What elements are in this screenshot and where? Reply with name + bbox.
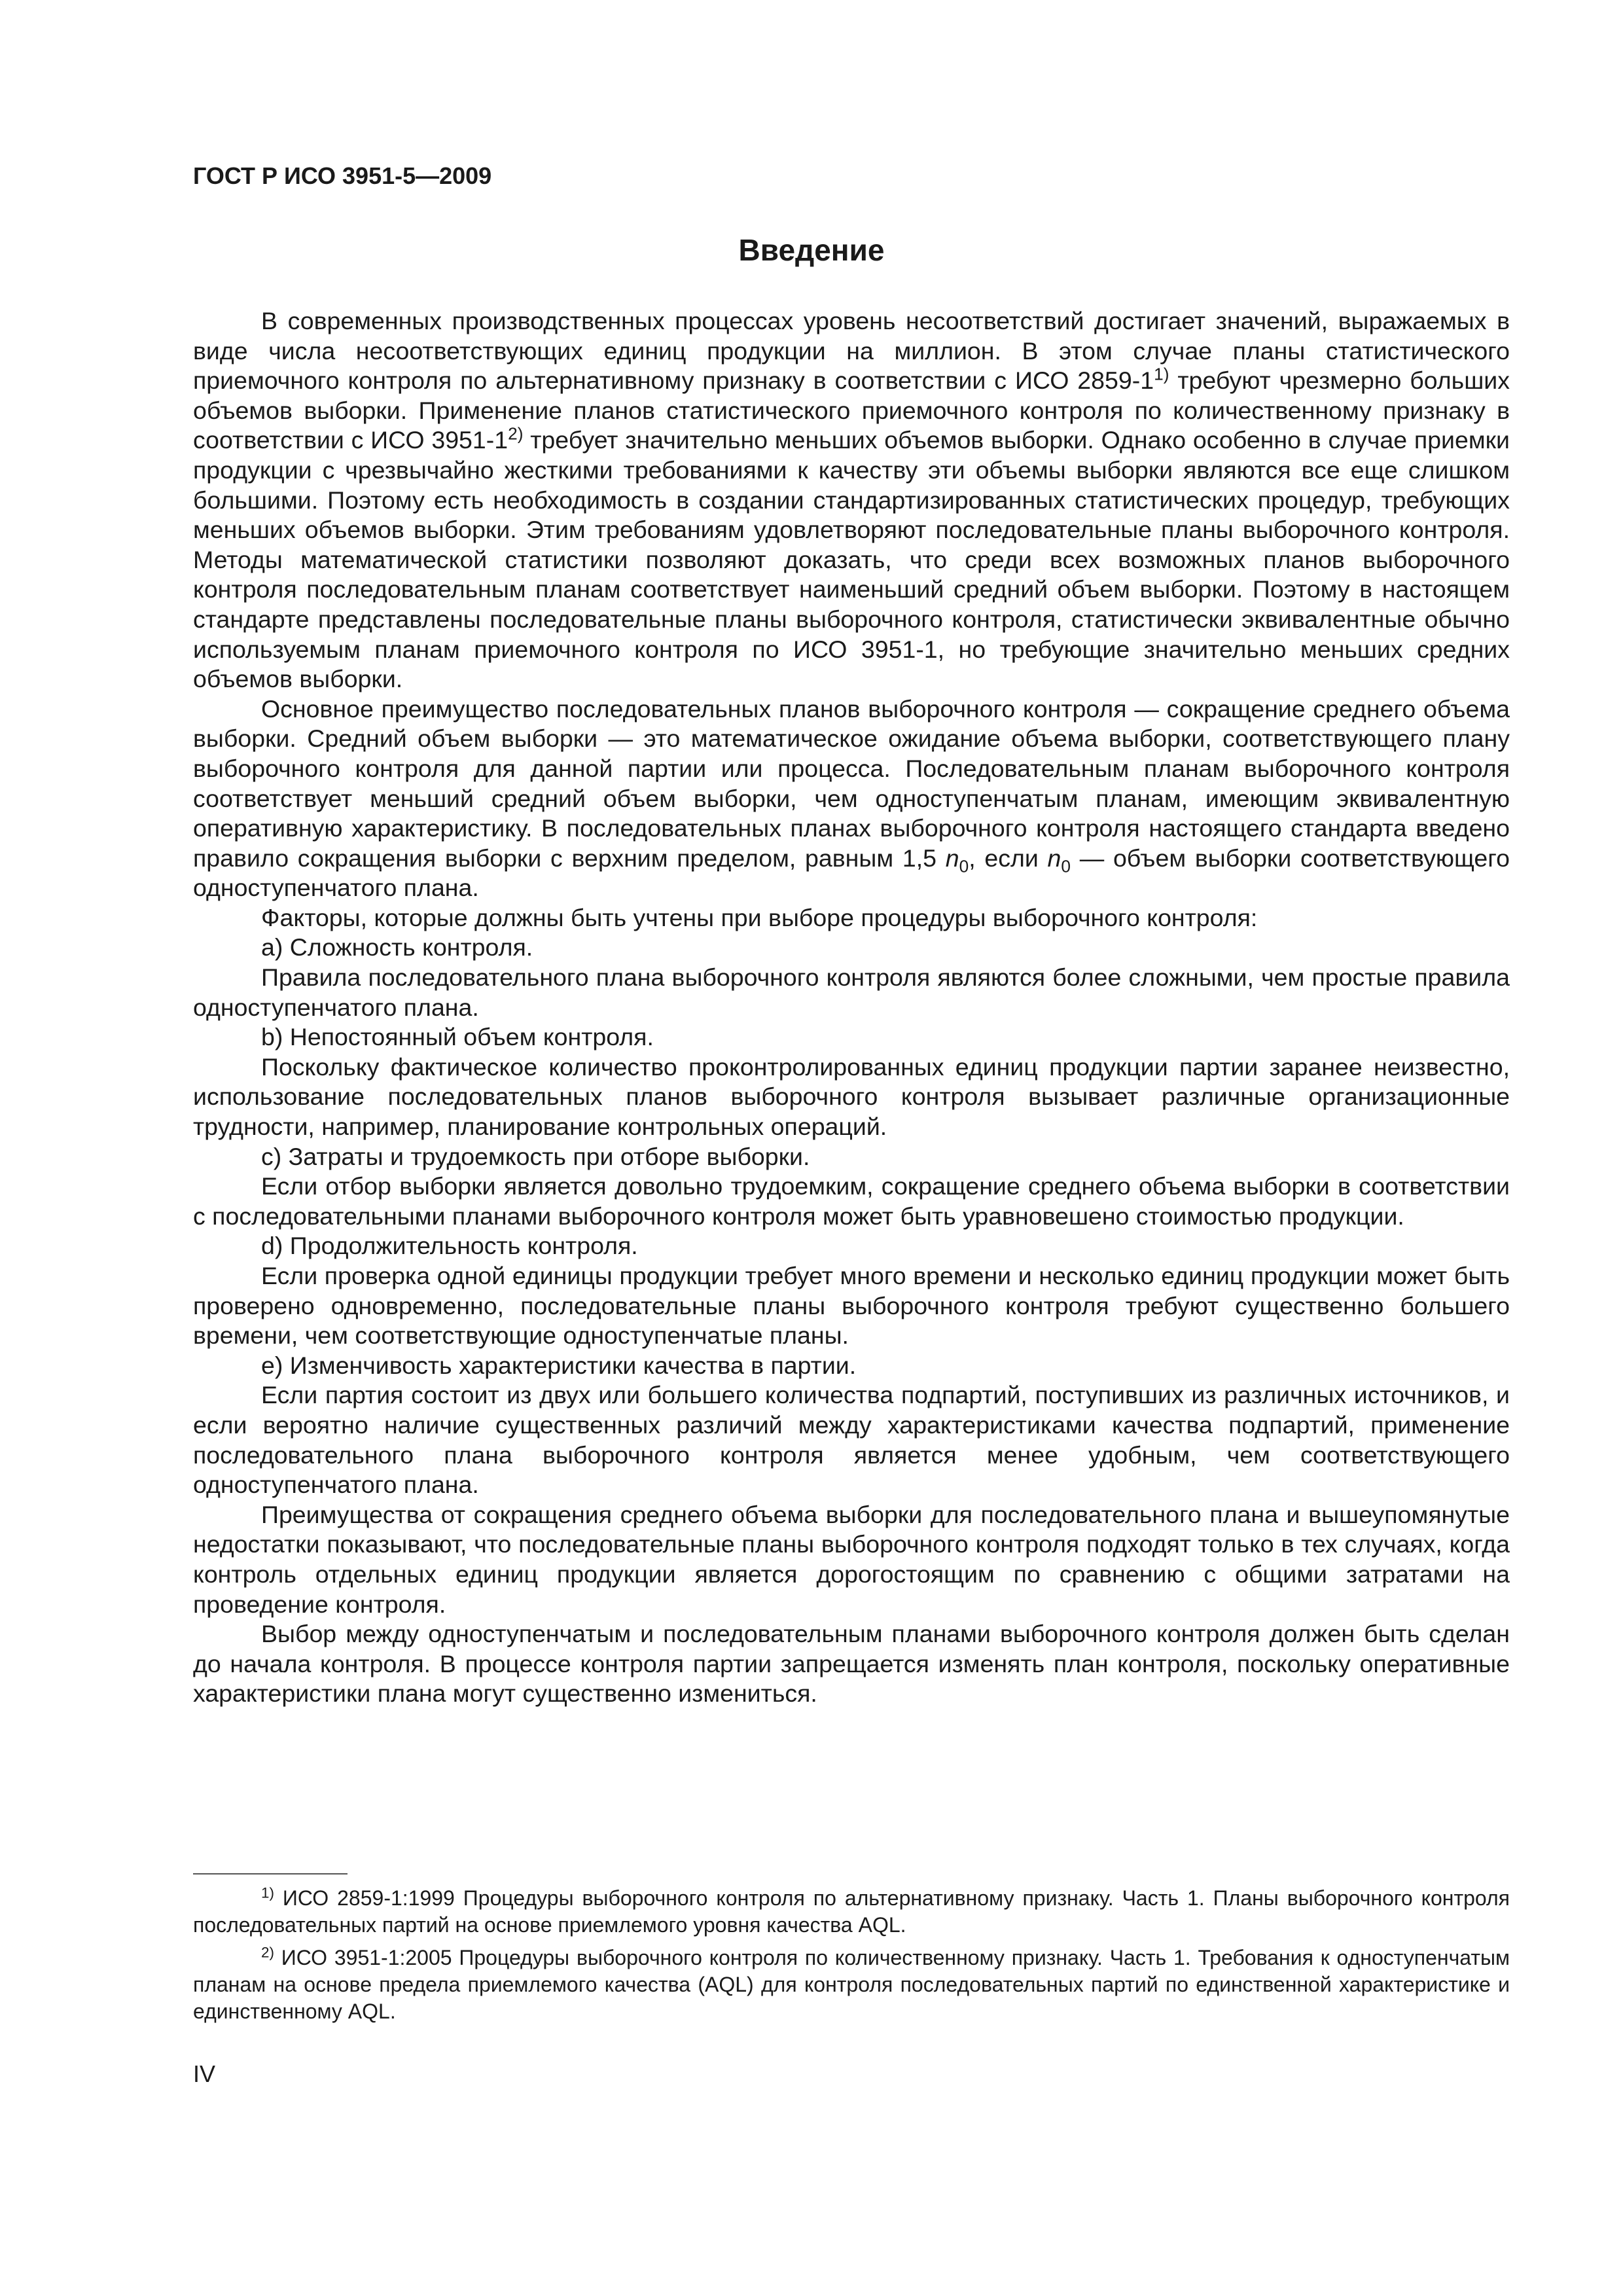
standard-designation: ГОСТ Р ИСО 3951-5—2009 <box>193 162 492 189</box>
factor-b-heading: b) Непостоянный объем контроля. <box>261 1023 654 1051</box>
footnote-ref-2[interactable]: 2) <box>508 423 524 444</box>
footnote-divider <box>193 1873 348 1874</box>
factor-d-heading: d) Продолжительность контроля. <box>261 1232 638 1260</box>
body-text <box>193 306 1510 1709</box>
text-run: , если <box>969 844 1048 872</box>
footnote-2 <box>193 1945 1510 2025</box>
paragraph-factors: Факторы, которые должны быть учтены при выборе процедуры выборочного контроля: <box>261 903 1258 931</box>
factor-a-heading: a) Сложность контроля. <box>261 933 533 961</box>
factor-e-heading: e) Изменчивость характеристики качества в партии. <box>261 1351 857 1379</box>
symbol-subscript: 0 <box>959 856 969 876</box>
paragraph-conclusion: Преимущества от сокращения среднего объема выборки для последовательного плана и вышеупомянутые недостатки показывают, что последовательные планы выборочного контроля подходят только в тех случаях, когда контроль отдельных единиц продукции является дорогостоящим по сравнению с общими затратами на проведение контроля. <box>193 1500 1510 1618</box>
factor-a-text: Правила последовательного плана выборочного контроля являются более сложными, чем простые правила одноступенчатого плана. <box>193 963 1510 1021</box>
factor-c-text: Если отбор выборки является довольно трудоемким, сокращение среднего объема выборки в соответствии с последовательными планами выборочного контроля может быть уравновешено стоимостью продукции. <box>193 1172 1510 1230</box>
factor-e-text: Если партия состоит из двух или большего количества подпартий, поступивших из различных источников, и если вероятно наличие существенных различий между характеристиками качества подпартий, применение последовательного плана выборочного контроля является менее удобным, чем соответствующего одноступенчатого плана. <box>193 1381 1510 1499</box>
factor-d-text: Если проверка одной единицы продукции требует много времени и несколько единиц продукции может быть проверено одновременно, последовательные планы выборочного контроля требуют существенно большего времени, чем соответствующие одноступенчатые планы. <box>193 1262 1510 1350</box>
symbol-n: n <box>1047 844 1061 872</box>
footnote-text: ИСО 3951-1:2005 Процедуры выборочного контроля по количественному признаку. Часть 1. Требования к одноступенчатым планам на основе предела приемлемого качества (AQL) для контроля последовательных партий по единственной характеристике и единственному AQL. <box>193 1946 1510 2023</box>
paragraph-advantage <box>193 694 1510 903</box>
factor-c-heading: c) Затраты и трудоемкость при отборе выборки. <box>261 1142 810 1170</box>
paragraph-intro <box>193 306 1510 694</box>
footnote-mark: 1) <box>261 1884 274 1901</box>
footnote-1 <box>193 1885 1510 1939</box>
section-title: Введение <box>738 233 885 267</box>
paragraph-choice: Выбор между одноступенчатым и последовательным планами выборочного контроля должен быть сделан до начала контроля. В процессе контроля партии запрещается изменять план контроля, поскольку оперативные характеристики плана могут существенно измениться. <box>193 1620 1510 1708</box>
text-run: В современных производственных процессах уровень несоответствий достигает значений, выражаемых в виде числа несоответствующих единиц продукции на миллион. В этом случае планы статистического приемочного контроля по альтернативному признаку в соответствии с ИСО 2859-1 <box>193 307 1510 395</box>
symbol-n: n <box>945 844 959 872</box>
text-run: требуют чрезмерно больших объемов выборки. Применение планов статистического приемочного контроля по количественному признаку в соответствии с ИСО 3951-1 <box>193 367 1510 454</box>
footnote-mark: 2) <box>261 1944 274 1961</box>
footnotes <box>193 1885 1510 2031</box>
text-run: требует значительно меньших объемов выборки. Однако особенно в случае приемки продукции с чрезвычайно жесткими требованиями к качеству эти объемы выборки являются все еще слишком большими. Поэтому есть необходимость в создании стандартизированных статистических процедур, требующих меньших объемов выборки. Этим требованиям удовлетворяют последовательные планы выборочного контроля. Методы математической статистики позволяют доказать, что среди всех возможных планов выборочного контроля последовательным планам соответствует наименьший средний объем выборки. Поэтому в настоящем стандарте представлены последовательные планы выборочного контроля, статистически эквивалентные обычно используемым планам приемочного контроля по ИСО 3951-1, но требующие значительно меньших средних объемов выборки. <box>193 426 1510 693</box>
factor-b-text: Поскольку фактическое количество проконтролированных единиц продукции партии заранее неизвестно, использование последовательных планов выборочного контроля вызывает различные организационные трудности, например, планирование контрольных операций. <box>193 1052 1510 1141</box>
footnote-ref-1[interactable]: 1) <box>1154 364 1169 384</box>
symbol-subscript: 0 <box>1061 856 1071 876</box>
text-run: — объем выборки соответствующего одноступенчатого плана. <box>193 844 1510 902</box>
page-number: IV <box>193 2060 216 2087</box>
text-run: Основное преимущество последовательных планов выборочного контроля — сокращение среднего объема выборки. Средний объем выборки — это математическое ожидание объема выборки, соответствующего плану выборочного контроля для данной партии или процесса. Последовательным планам выборочного контроля соответствует меньший средний объем выборки, чем одноступенчатым планам, имеющим эквивалентную оперативную характеристику. В последовательных планах выборочного контроля настоящего стандарта введено правило сокращения выборки с верхним пределом, равным 1,5 <box>193 694 1510 872</box>
footnote-text: ИСО 2859-1:1999 Процедуры выборочного контроля по альтернативному признаку. Часть 1. Планы выборочного контроля последовательных партий на основе приемлемого уровня качества AQL. <box>193 1886 1510 1937</box>
